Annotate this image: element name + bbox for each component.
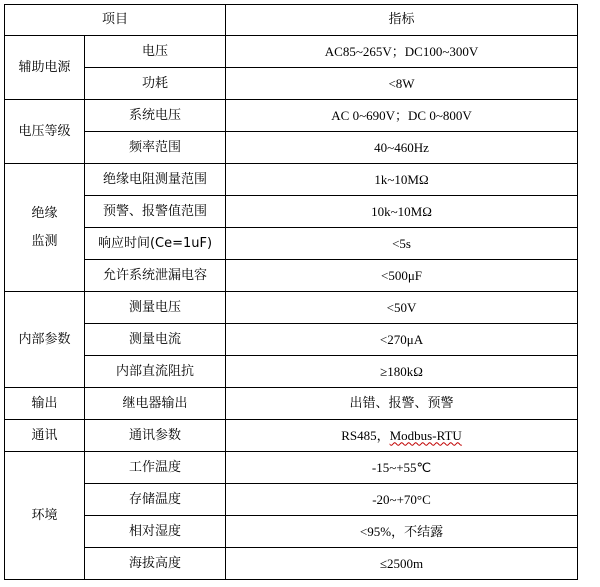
row-value: AC 0~690V；DC 0~800V [226, 100, 578, 132]
row-value: 出错、报警、预警 [226, 388, 578, 420]
row-label: 测量电压 [85, 292, 226, 324]
row-value: <270μA [226, 324, 578, 356]
row-label: 系统电压 [85, 100, 226, 132]
row-value: <500μF [226, 260, 578, 292]
table-row [5, 420, 578, 452]
category-insulation-line1: 绝缘 [31, 205, 58, 221]
table-row [5, 36, 578, 68]
category-output: 输出 [5, 388, 85, 420]
row-label: 测量电流 [85, 324, 226, 356]
row-label: 内部直流阻抗 [85, 356, 226, 388]
row-label: 绝缘电阻测量范围 [85, 164, 226, 196]
row-value [226, 420, 578, 452]
row-value: ≤2500m [226, 548, 578, 580]
row-value: ≥180kΩ [226, 356, 578, 388]
table-row [5, 516, 578, 548]
table-row [5, 100, 578, 132]
row-label: 通讯参数 [85, 420, 226, 452]
row-value: 1k~10MΩ [226, 164, 578, 196]
row-label: 电压 [85, 36, 226, 68]
header-item: 项目 [5, 5, 226, 36]
category-insulation-line2: 监测 [31, 233, 58, 249]
table-row [5, 164, 578, 196]
row-value: -15~+55℃ [226, 452, 578, 484]
category-environment: 环境 [5, 452, 85, 580]
table-header-row [5, 5, 578, 36]
row-label: 相对湿度 [85, 516, 226, 548]
row-value: <95%，不结露 [226, 516, 578, 548]
table-row [5, 452, 578, 484]
comm-value-protocol: Modbus-RTU [389, 427, 462, 443]
table-row [5, 548, 578, 580]
table-row [5, 356, 578, 388]
table-row [5, 484, 578, 516]
row-label: 频率范围 [85, 132, 226, 164]
row-label: 功耗 [85, 68, 226, 100]
row-label: 工作温度 [85, 452, 226, 484]
comm-value-prefix: RS485， [341, 427, 390, 443]
table-row [5, 132, 578, 164]
row-label: 响应时间(Ce=1uF) [85, 228, 226, 260]
table-row [5, 324, 578, 356]
category-insulation [5, 164, 85, 292]
category-comm: 通讯 [5, 420, 85, 452]
table-row [5, 292, 578, 324]
row-value: <5s [226, 228, 578, 260]
row-value: AC85~265V；DC100~300V [226, 36, 578, 68]
row-value: <8W [226, 68, 578, 100]
table-row [5, 68, 578, 100]
row-value: -20~+70°C [226, 484, 578, 516]
header-spec: 指标 [226, 5, 578, 36]
category-internal-params: 内部参数 [5, 292, 85, 388]
row-value: 40~460Hz [226, 132, 578, 164]
row-label: 继电器输出 [85, 388, 226, 420]
table-row [5, 228, 578, 260]
category-aux-power: 辅助电源 [5, 36, 85, 100]
spec-table [4, 4, 578, 580]
row-value: 10k~10MΩ [226, 196, 578, 228]
table-row [5, 196, 578, 228]
row-label: 存储温度 [85, 484, 226, 516]
row-value: <50V [226, 292, 578, 324]
row-label: 允许系统泄漏电容 [85, 260, 226, 292]
table-row [5, 260, 578, 292]
row-label: 海拔高度 [85, 548, 226, 580]
row-label: 预警、报警值范围 [85, 196, 226, 228]
category-voltage-level: 电压等级 [5, 100, 85, 164]
table-row [5, 388, 578, 420]
